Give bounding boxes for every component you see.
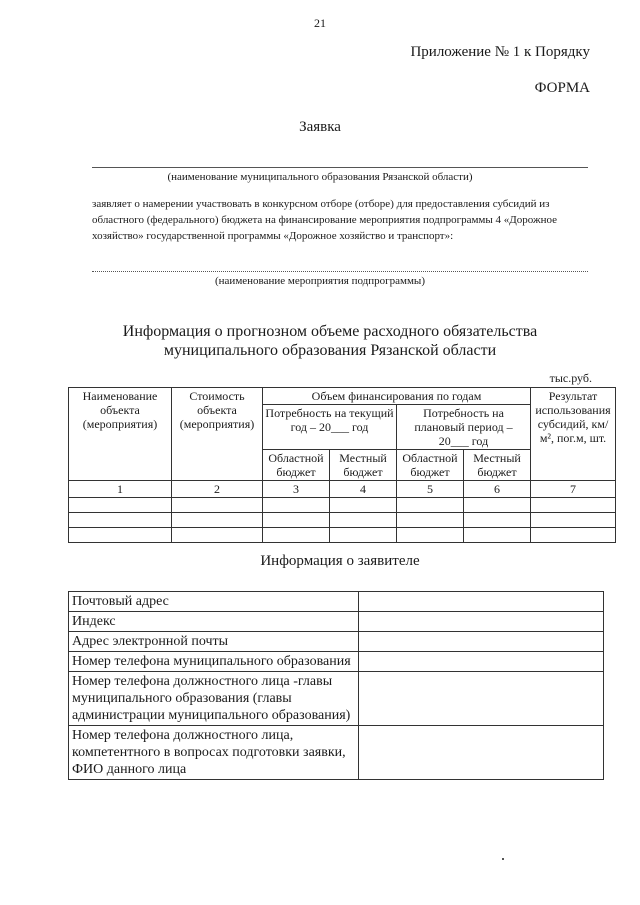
financing-table (68, 387, 616, 543)
applicant-field-value[interactable] (359, 612, 604, 632)
applicant-field-value[interactable] (359, 672, 604, 726)
table-row (69, 513, 616, 528)
appendix-label: Приложение № 1 к Порядку (410, 44, 590, 60)
column-number: 2 (172, 481, 263, 498)
table-row (69, 612, 604, 632)
col-result-header: Результат использования субсидий, км/м², пог.м, шт. (531, 388, 616, 481)
municipality-name-line (92, 167, 588, 168)
applicant-field-label: Почтовый адрес (69, 592, 359, 612)
table-row (69, 592, 604, 612)
document-title: Заявка (299, 119, 341, 135)
local-budget-header: Местный бюджет (464, 450, 531, 481)
applicant-field-value[interactable] (359, 592, 604, 612)
col-cost-header: Стоимость объекта (мероприятия) (172, 388, 263, 481)
col-current-year-header: Потребность на текущий год – 20___ год (263, 405, 397, 450)
applicant-field-label: Адрес электронной почты (69, 632, 359, 652)
applicant-field-label: Номер телефона должностного лица, компетентного в вопросах подготовки заявки, ФИО данного лица (69, 726, 359, 780)
table-row (69, 672, 604, 726)
form-label: ФОРМА (534, 80, 590, 96)
column-number: 4 (330, 481, 397, 498)
applicant-field-value[interactable] (359, 726, 604, 780)
event-name-line (92, 271, 588, 272)
regional-budget-header: Областной бюджет (397, 450, 464, 481)
column-number: 1 (69, 481, 172, 498)
applicant-field-label: Номер телефона должностного лица -главы муниципального образования (главы администрации муниципального образования) (69, 672, 359, 726)
applicant-heading: Информация о заявителе (260, 553, 420, 569)
column-number: 6 (464, 481, 531, 498)
municipality-caption: (наименование муниципального образования Рязанской области) (167, 171, 473, 183)
statement-paragraph: заявляет о намерении участвовать в конкурсном отборе (отборе) для предоставления субсидий из областного (федерального) бюджета на финансирование мероприятия подпрограммы 4 «Дорожное хозяйство» государственной программы «Дорожное хозяйство и транспорт»: (92, 198, 558, 242)
table-row (69, 632, 604, 652)
applicant-field-label: Индекс (69, 612, 359, 632)
applicant-field-label: Номер телефона муниципального образования (69, 652, 359, 672)
applicant-field-value[interactable] (359, 632, 604, 652)
col-name-header: Наименование объекта (мероприятия) (69, 388, 172, 481)
page-number: 21 (314, 16, 326, 30)
section-heading-line2: муниципального образования Рязанской области (163, 342, 497, 359)
applicant-field-value[interactable] (359, 652, 604, 672)
section-heading-line1: Информация о прогнозном объеме расходного обязательства (122, 323, 538, 340)
table-row (69, 652, 604, 672)
applicant-info-table (68, 591, 604, 780)
table-row (69, 726, 604, 780)
column-number: 3 (263, 481, 330, 498)
column-number: 5 (397, 481, 464, 498)
col-volume-header: Объем финансирования по годам (263, 388, 531, 405)
event-caption: (наименование мероприятия подпрограммы) (215, 275, 425, 287)
regional-budget-header: Областной бюджет (263, 450, 330, 481)
table-row (69, 498, 616, 513)
scan-speck (502, 858, 504, 860)
unit-label: тыс.руб. (549, 371, 592, 385)
col-plan-period-header: Потребность на плановый период – 20___ год (397, 405, 531, 450)
column-number: 7 (531, 481, 616, 498)
local-budget-header: Местный бюджет (330, 450, 397, 481)
table-row (69, 528, 616, 543)
